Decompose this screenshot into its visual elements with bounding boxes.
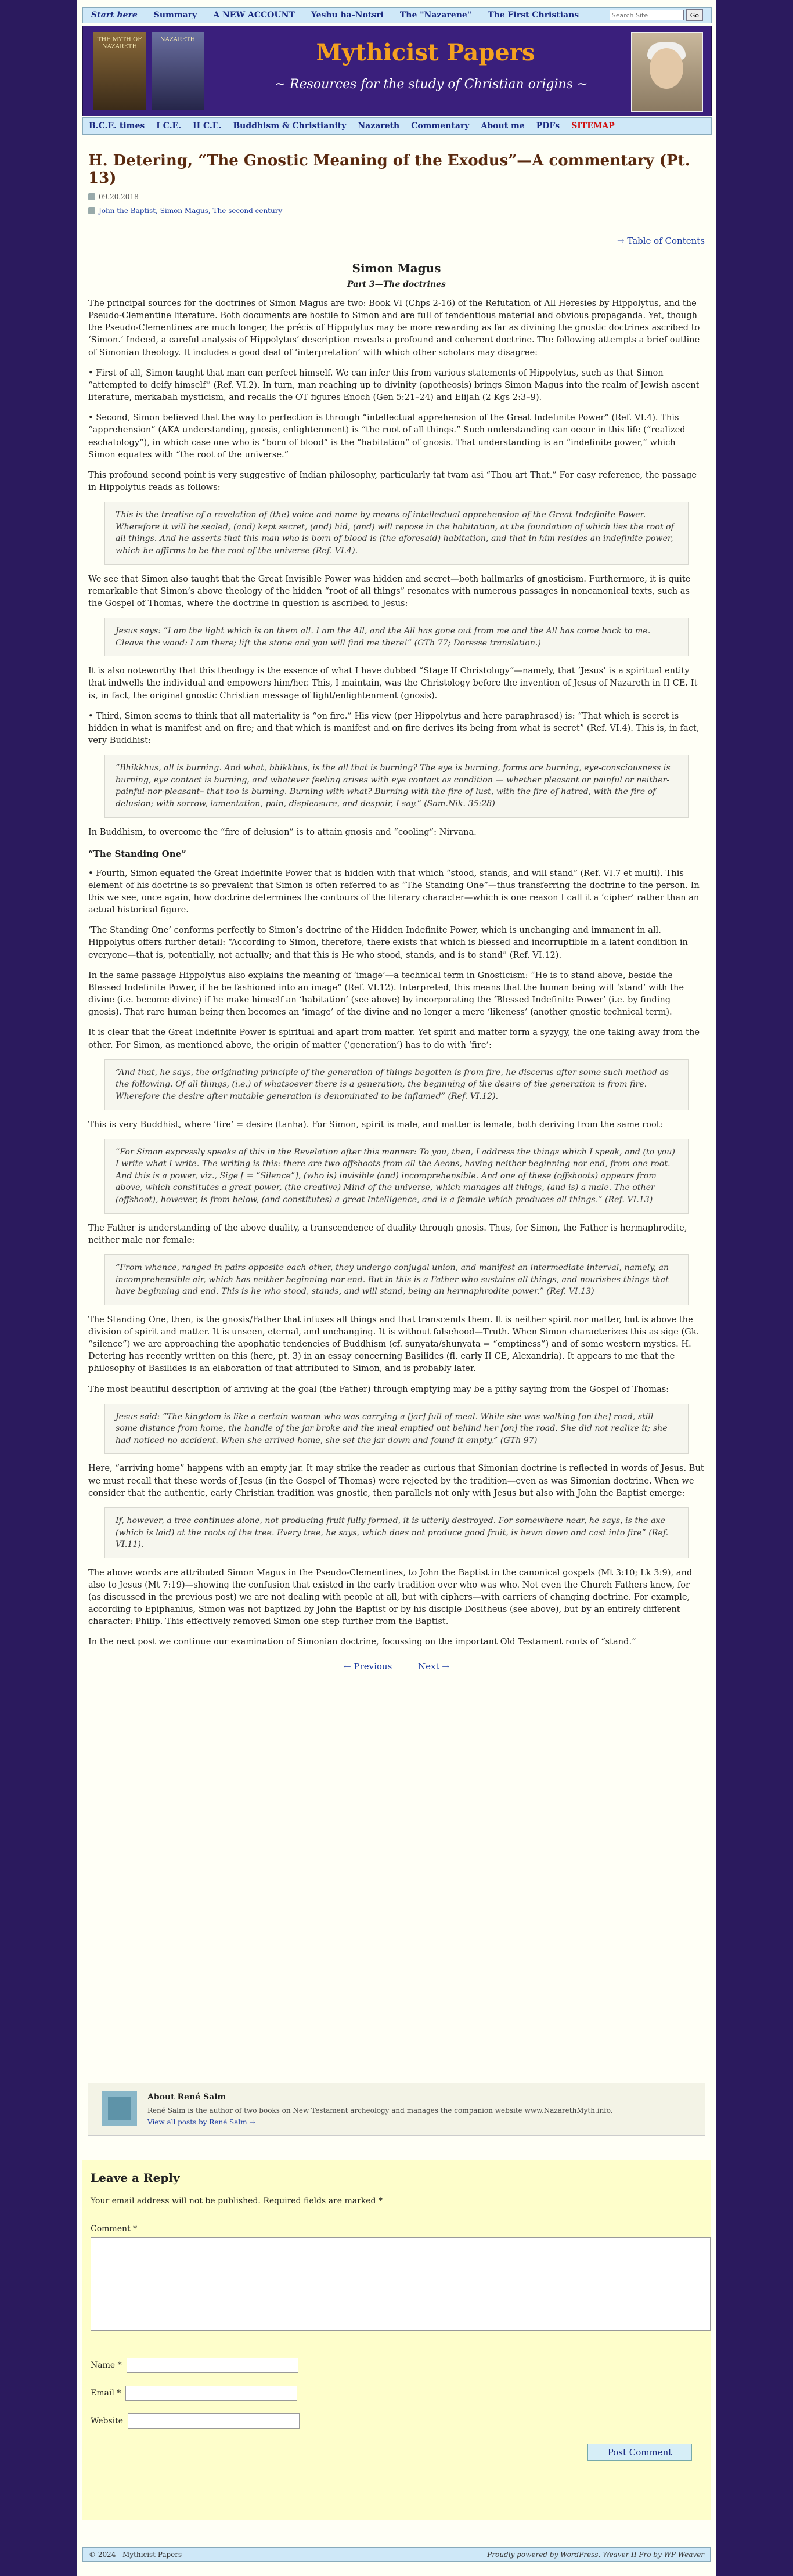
catnav-item[interactable]: Commentary [411, 121, 470, 131]
catnav-item-sitemap[interactable]: SITEMAP [571, 121, 615, 131]
category-navigation [82, 117, 712, 135]
search-area [610, 9, 711, 21]
post-tags [88, 207, 705, 215]
section-subtitle: Part 3—The doctrines [347, 280, 446, 289]
email-field[interactable] [125, 2386, 297, 2401]
calendar-icon [88, 193, 95, 200]
book-title: NAZARETH [160, 37, 196, 43]
author-posts-link[interactable]: View all posts by René Salm → [147, 2118, 255, 2126]
reply-section [82, 2160, 711, 2520]
next-link[interactable]: Next → [418, 1661, 449, 1672]
paragraph: ‘The Standing One’ conforms perfectly to Simon’s doctrine of the Hidden Indefinite Power, which is unchanging and immanent in all. Hippolytus offers further detail: “According to Simon, therefore, there exists that which is blessed and incorruptible in a latent condition in everyone—that is, potentially, not actually; and that this is He who stood, stands, and is to stand” (Ref. VI.12). [88, 925, 688, 960]
book-cover-image[interactable] [93, 32, 146, 110]
post-body [88, 297, 705, 1648]
paragraph: The above words are attributed Simon Magus in the Pseudo-Clementines, to John the Baptist in the canonical gospels (Mt 3:10; Lk 3:9), and also to Jesus (Mt 7:19)—showing the confusion that existed in the early tradition over who was who. Not even the Church Fathers knew, for (as discussed in the previous post) we are not dealing with people at all, but with ciphers—with carriers of changing doctrine. For example, according to Epiphanius, Simon was not baptized by John the Baptist or by his disciple Dositheus (see above), but by an entirely different character: Philip. This effectively removed Simon one step further from the Baptist. [88, 1567, 693, 1627]
website-row [91, 2413, 300, 2429]
name-row [91, 2358, 298, 2373]
blockquote: “And that, he says, the originating principle of the generation of things begotten is from fire, he discerns after some such method as the following. Of all things, (i.e.) of whatsoever there is a generation, the beginning of the desire of the generation is from fire. Wherefore the desire after mutable generation is denominated to be inflamed” (Ref. VI.12). [104, 1059, 689, 1110]
topnav-item[interactable]: Start here [91, 10, 138, 20]
paragraph: • Fourth, Simon equated the Great Indefinite Power that is hidden with that which “stood, stands, and will stand” (Ref. VI.7 et multi). This element of his doctrine is so prevalent that Simon is often referred to as “The Standing One”—thus transferring the doctrine to the person. In this we see, once again, how doctrine determines the contours of the literary character—which is one reason I call it a ‘cipher’ rather than an actual historical figure. [88, 868, 700, 915]
post-comment-button[interactable]: Post Comment [587, 2444, 692, 2461]
catnav-item[interactable]: Buddhism & Christianity [233, 121, 347, 131]
author-box [88, 2083, 705, 2136]
paragraph: It is also noteworthy that this theology is the essence of what I have dubbed “Stage II Christology”—namely, that ‘Jesus’ is a spiritual entity that indwells the individual and empowers him/her. This, I maintain, was the Christology before the invention of Jesus of Nazareth in II CE. It is, in fact, the original gnostic Christian message of light/enlightenment (gnosis). [88, 666, 698, 701]
topnav-item[interactable]: A NEW ACCOUNT [213, 10, 295, 20]
blockquote: This is the treatise of a revelation of (the) voice and name by means of intellectual apprehension of the Great Indefinite Power. Wherefore it will be sealed, (and) kept secret, (and) hid, (and) will repose in the habitation, at the foundation of which lies the root of all things. And he asserts that this man who is born of blood is (the aforesaid) habitation, and that in him resides an indefinite power, which he affirms to be the root of the universe (Ref. VI.4). [104, 502, 689, 564]
site-header [82, 26, 712, 116]
paragraph: • First of all, Simon taught that man can perfect himself. We can infer this from various statements of Hippolytus, such as that Simon “attempted to deify himself” (Ref. VI.2). In turn, man reaching up to divinity (apotheosis) brings Simon Magus into the realm of Jewish ascent literature, merkabah mysticism, and recalls the OT figures Enoch (Gen 5:21–24) and Elijah (2 Kgs 2:3–9). [88, 367, 700, 403]
topnav-item[interactable]: The "Nazarene" [399, 10, 472, 20]
catnav-item[interactable]: B.C.E. times [89, 121, 145, 131]
post-navigation [88, 1661, 705, 1672]
blockquote: Jesus said: “The kingdom is like a certain woman who was carrying a [jar] full of meal. While she was walking [on the] road, still some distance from home, the handle of the jar broke and the meal emptied out behind her [on] the road. She did not realize it; she had noticed no accident. When she arrived home, she set the jar down and found it empty.” (GTh 97) [104, 1404, 689, 1455]
catnav-item[interactable]: Nazareth [358, 121, 400, 131]
topnav-item[interactable]: Summary [153, 10, 197, 20]
top-navigation [82, 7, 712, 23]
post-meta [88, 193, 705, 201]
blockquote: Jesus says: “I am the light which is on them all. I am the All, and the All has gone out from me and the All has come back to me. Cleave the wood: I am there; lift the stone and you will find me there!” (GTh 77; Doresse translation.) [104, 618, 689, 656]
author-bio: René Salm is the author of two books on New Testament archeology and manages the companion website www.NazarethMyth.info. [147, 2106, 613, 2115]
book-title: THE MYTH OF NAZARETH [97, 37, 142, 50]
website-field[interactable] [128, 2413, 300, 2429]
subheading: “The Standing One” [88, 848, 186, 859]
blockquote: “Bhikkhus, all is burning. And what, bhikkhus, is the all that is burning? The eye is burning, forms are burning, eye-consciousness is burning, eye contact is burning, and whatever feeling arises with eye contact as condition — whether pleasant or painful or neither-painful-nor-pleasant– that too is burning. Burning with what? Burning with the fire of lust, with the fire of hatred, with the fire of delusion; with sorrow, lamentation, pain, displeasure, and despair, I say.” (Sam.Nik. 35:28) [104, 755, 689, 817]
comment-textarea[interactable] [91, 2237, 711, 2331]
paragraph: We see that Simon also taught that the Great Invisible Power was hidden and secret—both hallmarks of gnosticism. Furthermore, it is quite remarkable that Simon’s above theology of the hidden “root of all things” resonates with numerous passages in noncanonical texts, such as the Gospel of Thomas, where the doctrine in question is ascribed to Jesus: [88, 573, 691, 608]
author-avatar [102, 2091, 137, 2126]
email-label: Email * [91, 2389, 121, 2398]
paragraph: It is clear that the Great Indefinite Power is spiritual and apart from matter. Yet spirit and matter form a syzygy, the one taking away from the other. For Simon, as mentioned above, the origin of matter (‘generation’) has to do with ‘fire’: [88, 1027, 700, 1050]
section-title: Simon Magus [352, 261, 441, 275]
folder-icon [88, 207, 95, 214]
paragraph: The principal sources for the doctrines of Simon Magus are two: Book VI (Chps 2-16) of the Refutation of All Heresies by Hippolytus, and the Pseudo-Clementine literature. Both documents are hostile to Simon and are full of tendentious material and obvious propaganda. Yet, though the Pseudo-Clementines are much longer, the précis of Hippolytus may be more rewarding as far as divining the gnostic doctrines ascribed to ‘Simon.’ Indeed, a careful analysis of Hippolytus’ description reveals a profound and coherent doctrine. The following attempts a brief outline of Simonian theology. It includes a good deal of ‘interpretation’ with which other scholars may disagree: [88, 298, 700, 358]
previous-link[interactable]: ← Previous [344, 1661, 392, 1672]
paragraph: The Standing One, then, is the gnosis/Father that infuses all things and that transcends them. It is neither spirit nor matter, but is above the division of spirit and matter. It is unseen, eternal, and unchanging. It is without falsehood—Truth. When Simon characterizes this as sige (Gk. “silence”) we are approaching the apophatic tendencies of Buddhism (cf. sunyata/shunyata = “emptiness”) and of some western mystics. H. Detering has recently written on this (here, pt. 3) in an essay concerning Basilides (fl. early II CE, Alexandria). It appears to me that the philosophy of Basilides is an elaboration of that attributed to Simon, and is probably later. [88, 1314, 700, 1374]
paragraph: The most beautiful description of arriving at the goal (the Father) through emptying may be a pithy saying from the Gospel of Thomas: [88, 1384, 669, 1394]
blockquote: “From whence, ranged in pairs opposite each other, they undergo conjugal union, and manifest an intermediate interval, namely, an incomprehensible air, which has neither beginning nor end. But in this is a Father who sustains all things, and nourishes things that have beginning and end. This is he who stood, stands, and will stand, being an hermaphrodite power.” (Ref. VI.13) [104, 1254, 689, 1305]
catnav-item[interactable]: About me [481, 121, 525, 131]
post-title[interactable]: H. Detering, “The Gnostic Meaning of the Exodus”—A commentary (Pt. 13) [88, 152, 690, 187]
paragraph: In the next post we continue our examination of Simonian doctrine, focussing on the important Old Testament roots of “stand.” [88, 1637, 636, 1647]
catnav-item[interactable]: II C.E. [193, 121, 222, 131]
search-button[interactable]: Go [686, 9, 703, 21]
book-cover-image[interactable] [152, 32, 204, 110]
comment-label: Comment * [91, 2224, 138, 2234]
article [88, 152, 705, 1672]
paragraph: • Second, Simon believed that the way to perfection is through “intellectual apprehension of the Great Indefinite Power” (Ref. VI.4). This “apprehension” (AKA understanding, gnosis, enlightenment) is “the root of all things.” Such understanding can occur in this life (“realized eschatology”), in which case one who is “born of blood” is the “habitation” of gnosis. That understanding is an “indefinite power,” which Simon equates with “the root of the universe.” [88, 413, 686, 460]
search-input[interactable] [610, 10, 684, 20]
tag-links[interactable]: John the Baptist, Simon Magus, The second century [99, 207, 283, 215]
catnav-item[interactable]: I C.E. [156, 121, 182, 131]
paragraph: Here, “arriving home” happens with an empty jar. It may strike the reader as curious that Simonian doctrine is reflected in words of Jesus. But we must recall that these words of Jesus (in the Gospel of Thomas) were rejected by the tradition—even as was Simonian doctrine. When we consider that the authentic, early Christian tradition was gnostic, then parallels not only with Jesus but also with John the Baptist emerge: [88, 1463, 704, 1498]
email-row [91, 2386, 297, 2401]
topnav-item[interactable]: Yeshu ha-Notsri [311, 10, 384, 20]
reply-note: Your email address will not be published. Required fields are marked * [91, 2196, 383, 2206]
paragraph: In the same passage Hippolytus also explains the meaning of ‘image’—a technical term in Gnosticism: “He is to stand above, beside the Blessed Indefinite Power, if he be fashioned into an image” (Ref. VI.12). Interpreted, this means that the human being will ‘stand’ with the divine (i.e. become divine) if he make himself an ‘habitation’ (see above) by incorporating the ‘Blessed Indefinite Power’ (i.e. by finding gnosis). That rare human being then becomes an ‘image’ of the divine and no longer a mere ‘likeness’ (another gnostic technical term). [88, 970, 684, 1018]
site-title[interactable]: Mythicist Papers [316, 39, 535, 66]
name-field[interactable] [127, 2358, 298, 2373]
paragraph: This profound second point is very suggestive of Indian philosophy, particularly tat tvam asi “Thou art That.” For easy reference, the passage in Hippolytus reads as follows: [88, 470, 697, 493]
paragraph: • Third, Simon seems to think that all materiality is “on fire.” His view (per Hippolytus and here paraphrased) is: “That which is secret is hidden in what is manifest and on fire; and that which is manifest and on fire derives its being from what is secret” (Ref. VI.4). This is, in fact, very Buddhist: [88, 710, 700, 745]
website-label: Website [91, 2416, 124, 2426]
blockquote: “For Simon expressly speaks of this in the Revelation after this manner: To you, then, I address the things which I speak, and (to you) I write what I write. The writing is this: there are two offshoots from all the Aeons, having neither beginning nor end, from one root. And this is a power, viz., Sige [ = “Silence”], (who is) invisible (and) incomprehensible. And one of these (offshoots) appears from above, which constitutes a great power, (the creative) Mind of the universe, which manages all things, (and is) a male. The other (offshoot), however, is from below, (and constitutes) a great Intelligence, and is a female which produces all things.” (Ref. VI.13) [104, 1139, 689, 1214]
author-portrait [631, 32, 703, 112]
site-tagline: ~ Resources for the study of Christian origins ~ [275, 77, 588, 92]
table-of-contents-link[interactable]: → Table of Contents [617, 236, 705, 246]
footer [82, 2547, 711, 2562]
paragraph: In Buddhism, to overcome the “fire of delusion” is to attain gnosis and “cooling”: Nirvana. [88, 827, 477, 837]
paragraph: This is very Buddhist, where ‘fire’ = desire (tanha). For Simon, spirit is male, and matter is female, both deriving from the same root: [88, 1119, 663, 1130]
post-date: 09.20.2018 [99, 193, 139, 201]
footer-credits[interactable]: Proudly powered by WordPress. Weaver II Pro by WP Weaver [487, 2550, 704, 2559]
page-wrapper [77, 0, 716, 2576]
topnav-item[interactable]: The First Christians [488, 10, 579, 20]
author-title: About René Salm [147, 2092, 226, 2102]
footer-copyright[interactable]: © 2024 - Mythicist Papers [89, 2550, 182, 2559]
blockquote: If, however, a tree continues alone, not producing fruit fully formed, it is utterly destroyed. For somewhere near, he says, is the axe (which is laid) at the roots of the tree. Every tree, he says, which does not produce good fruit, is hewn down and cast into fire” (Ref. VI.11). [104, 1507, 689, 1558]
reply-title: Leave a Reply [91, 2171, 180, 2185]
paragraph: The Father is understanding of the above duality, a transcendence of duality through gnosis. Thus, for Simon, the Father is hermaphrodite, neither male nor female: [88, 1222, 687, 1245]
catnav-item[interactable]: PDFs [536, 121, 560, 131]
name-label: Name * [91, 2361, 122, 2370]
